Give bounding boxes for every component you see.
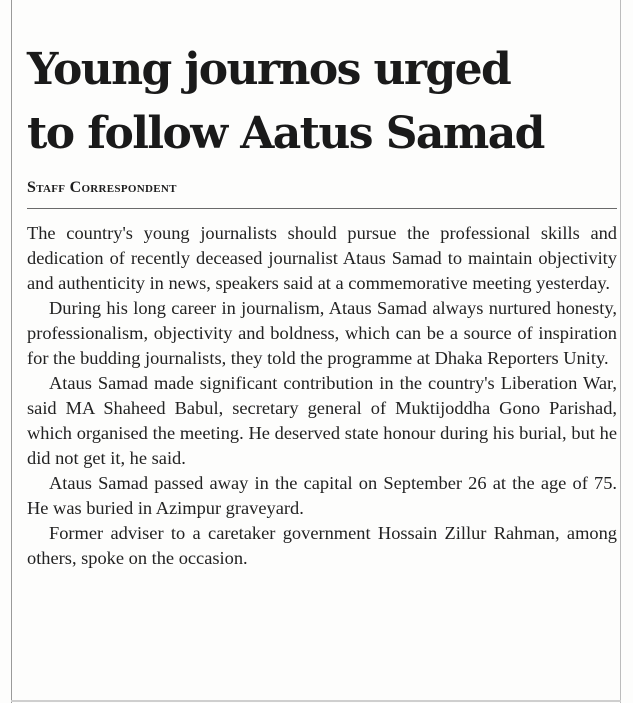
paragraph-4: Ataus Samad passed away in the capital on September 26 at the age of 75. He was buried in Azimpur graveyard. (27, 473, 617, 518)
headline-line-1: Young journos urged (27, 44, 511, 95)
column-rule-right (620, 0, 621, 703)
paragraph-5: Former adviser to a caretaker government Hossain Zillur Rahman, among others, spoke on the occasion. (27, 523, 617, 568)
byline: Staff Correspondent (27, 178, 617, 209)
paragraph-3: Ataus Samad made significant contribution in the country's Liberation War, said MA Shaheed Babul, secretary general of Muktijoddha Gono Parishad, which organised the meeting. He deserved state honour during his burial, but he did not get it, he said. (27, 373, 617, 468)
page-bottom-edge (11, 700, 621, 702)
paragraph-2: During his long career in journalism, Ataus Samad always nurtured honesty, professionalism, objectivity and boldness, which can be a source of inspiration for the budding journalists, they told the programme at Dhaka Reporters Unity. (27, 298, 617, 368)
article-body (27, 221, 617, 571)
news-article (27, 38, 617, 571)
headline-line-2: to follow Aatus Samad (27, 108, 544, 159)
column-rule-left (11, 0, 12, 703)
headline (27, 38, 617, 166)
paragraph-1: The country's young journalists should pursue the professional skills and dedication of recently deceased journalist Ataus Samad to maintain objectivity and authenticity in news, speakers said at a commemorative meeting yesterday. (27, 223, 617, 293)
